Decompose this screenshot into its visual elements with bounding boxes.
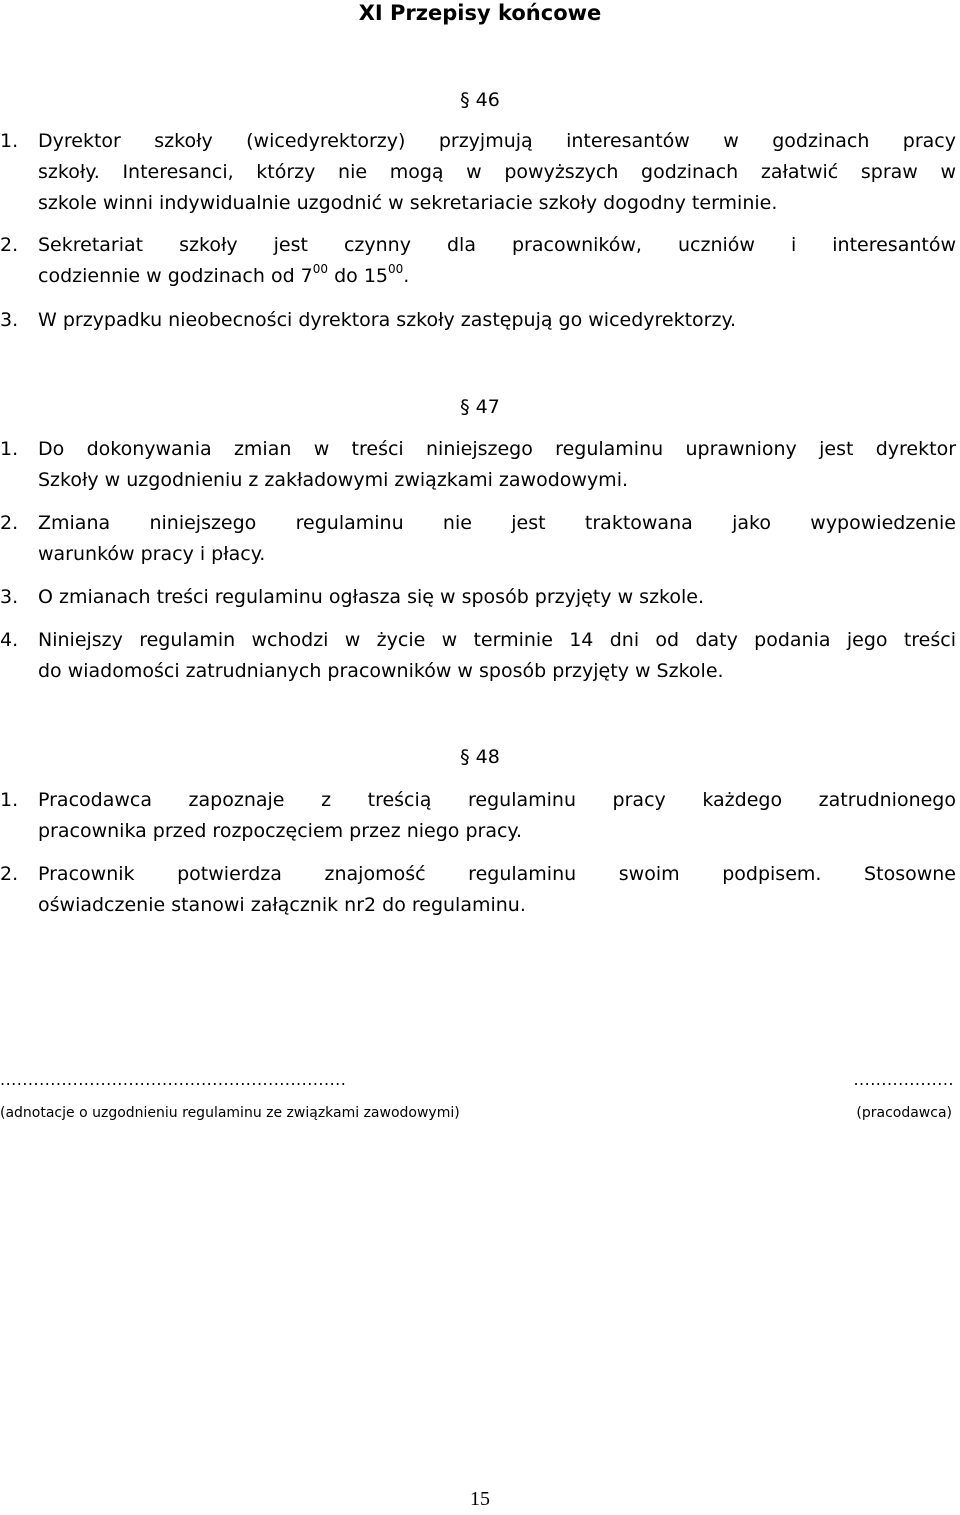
employer-signature-line: .................. bbox=[853, 1070, 954, 1089]
item-text bbox=[38, 126, 956, 219]
s47-item-2 bbox=[0, 508, 956, 570]
text-line: oświadczenie stanowi załącznik nr2 do regulaminu. bbox=[38, 894, 526, 916]
section-mark-46: § 46 bbox=[460, 89, 500, 111]
item-text bbox=[38, 859, 956, 921]
item-text bbox=[38, 305, 956, 336]
text-line: do wiadomości zatrudnianych pracowników w sposób przyjęty w Szkole. bbox=[38, 660, 724, 682]
text-line: Pracownik potwierdza znajomość regulaminu swoim podpisem. Stosowne bbox=[38, 863, 956, 885]
item-number: 2. bbox=[0, 234, 19, 256]
item-text bbox=[38, 625, 956, 687]
text-line: W przypadku nieobecności dyrektora szkoły zastępują go wicedyrektorzy. bbox=[38, 309, 737, 331]
union-signature-caption: (adnotacje o uzgodnieniu regulaminu ze związkami zawodowymi) bbox=[0, 1105, 460, 1121]
text-line: O zmianach treści regulaminu ogłasza się w sposób przyjęty w szkole. bbox=[38, 586, 705, 608]
text-line: Do dokonywania zmian w treści niniejszego regulaminu uprawniony jest dyrektor bbox=[38, 438, 956, 460]
hours-prefix: codziennie w godzinach od 7 bbox=[38, 265, 313, 287]
item-text bbox=[38, 434, 956, 496]
s48-item-2 bbox=[0, 859, 956, 921]
item-text bbox=[38, 582, 956, 613]
s47-item-4 bbox=[0, 625, 956, 687]
text-line: Dyrektor szkoły (wicedyrektorzy) przyjmują interesantów w godzinach pracy bbox=[38, 130, 956, 152]
text-line: szkoły. Interesanci, którzy nie mogą w powyższych godzinach załatwić spraw w bbox=[38, 161, 956, 183]
s47-item-1 bbox=[0, 434, 956, 496]
union-signature-line: .............................................................. bbox=[0, 1070, 347, 1089]
text-line: Niniejszy regulamin wchodzi w życie w terminie 14 dni od daty podania jego treści bbox=[38, 629, 956, 651]
text-line: Pracodawca zapoznaje z treścią regulaminu pracy każdego zatrudnionego bbox=[38, 789, 956, 811]
text-line bbox=[38, 261, 956, 292]
item-number: 2. bbox=[0, 863, 19, 885]
time-to-superscript: 00 bbox=[388, 262, 404, 276]
item-number: 2. bbox=[0, 512, 19, 534]
s46-item-2 bbox=[0, 230, 956, 292]
text-line: Zmiana niniejszego regulaminu nie jest traktowana jako wypowiedzenie bbox=[38, 512, 956, 534]
text-line: warunków pracy i płacy. bbox=[38, 543, 266, 565]
text-line: Szkoły w uzgodnieniu z zakładowymi związkami zawodowymi. bbox=[38, 469, 629, 491]
item-number: 4. bbox=[0, 629, 19, 651]
item-text bbox=[38, 230, 956, 292]
page-number: 15 bbox=[470, 1488, 490, 1510]
employer-signature-caption: (pracodawca) bbox=[856, 1105, 952, 1121]
hours-suffix: . bbox=[403, 265, 410, 287]
s46-item-1 bbox=[0, 126, 956, 219]
text-line: pracownika przed rozpoczęciem przez niego pracy. bbox=[38, 820, 522, 842]
s47-item-3 bbox=[0, 582, 956, 613]
item-number: 3. bbox=[0, 309, 19, 331]
s46-item-3 bbox=[0, 305, 956, 336]
section-mark-47: § 47 bbox=[460, 396, 500, 418]
section-mark-48: § 48 bbox=[460, 746, 500, 768]
text-line: Sekretariat szkoły jest czynny dla pracowników, uczniów i interesantów bbox=[38, 234, 956, 256]
item-number: 1. bbox=[0, 438, 19, 460]
item-number: 1. bbox=[0, 130, 19, 152]
hours-middle: do 15 bbox=[328, 265, 389, 287]
item-number: 3. bbox=[0, 586, 19, 608]
text-line: szkole winni indywidualnie uzgodnić w sekretariacie szkoły dogodny terminie. bbox=[38, 192, 778, 214]
s48-item-1 bbox=[0, 785, 956, 847]
time-from-superscript: 00 bbox=[312, 262, 329, 276]
item-text bbox=[38, 785, 956, 847]
item-number: 1. bbox=[0, 789, 19, 811]
item-text bbox=[38, 508, 956, 570]
page-title: XI Przepisy końcowe bbox=[358, 1, 602, 25]
